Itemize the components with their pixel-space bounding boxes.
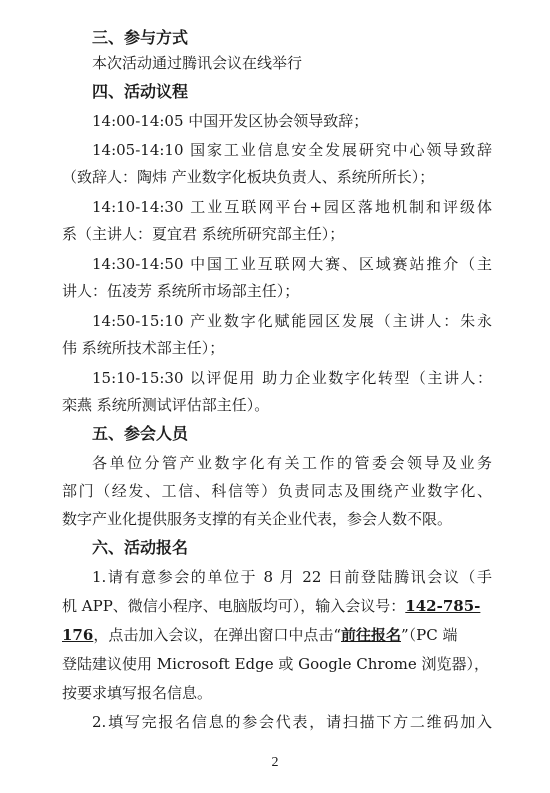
section6-heading: 六、活动报名 <box>92 538 189 557</box>
page-number: 2 <box>271 755 279 770</box>
agenda-item-2: 14:05-14:10 国家工业信息安全发展研究中心领导致辞 <box>92 141 492 159</box>
register-button-label[interactable]: 前往报名 <box>340 626 401 644</box>
section5-line-1: 各单位分管产业数字化有关工作的管委会领导及业务 <box>92 454 492 472</box>
section3-heading: 三、参与方式 <box>92 28 189 47</box>
section5-heading: 五、参会人员 <box>92 424 189 443</box>
agenda-item-4: 14:30-14:50 中国工业互联网大赛、区域赛站推介（主 <box>92 255 492 273</box>
section5-line-3: 数字产业化提供服务支撑的有关企业代表，参会人数不限。 <box>62 510 453 528</box>
signup-line-3 <box>62 625 492 645</box>
signup-line-3-suffix: ”（PC 端 <box>401 626 458 644</box>
section4-heading: 四、活动议程 <box>92 82 189 101</box>
agenda-item-3: 14:10-14:30 工业互联网平台+园区落地机制和评级体 <box>92 198 492 216</box>
meeting-id-link[interactable]: 142-785- <box>405 597 481 615</box>
agenda-item-4-cont: 讲人：伍凌芳 系统所市场部主任）； <box>62 282 300 300</box>
signup-line-1: 1.请有意参会的单位于 8 月 22 日前登陆腾讯会议（手 <box>92 568 492 586</box>
agenda-item-5: 14:50-15:10 产业数字化赋能园区发展（主讲人：朱永 <box>92 312 492 330</box>
signup-line-4: 登陆建议使用 Microsoft Edge 或 Google Chrome 浏览器）， <box>62 655 489 673</box>
meeting-id-link-cont[interactable]: 176 <box>62 626 94 644</box>
agenda-item-6: 15:10-15:30 以评促用 助力企业数字化转型（主讲人： <box>92 369 492 387</box>
agenda-item-1: 14:00-14:05 中国开发区协会领导致辞； <box>92 112 369 130</box>
section5-line-2: 部门（经发、工信、科信等）负责同志及围绕产业数字化、 <box>62 482 492 500</box>
signup-line-5: 按要求填写报名信息。 <box>62 684 213 702</box>
signup-line-2-text: 机 APP、微信小程序、电脑版均可），输入会议号： <box>62 597 406 615</box>
agenda-item-5-cont: 伟 系统所技术部主任）； <box>62 339 225 357</box>
section3-text: 本次活动通过腾讯会议在线举行 <box>92 54 303 72</box>
signup-para-2: 2.填写完报名信息的参会代表，请扫描下方二维码加入 <box>92 713 492 731</box>
agenda-item-6-cont: 栾燕 系统所测试评估部主任）。 <box>62 396 270 414</box>
agenda-item-3-cont: 系（主讲人：夏宜君 系统所研究部主任）； <box>62 225 345 243</box>
signup-line-2 <box>62 596 492 616</box>
agenda-item-2-cont: （致辞人：陶炜 产业数字化板块负责人、系统所所长）； <box>62 168 435 186</box>
signup-line-3-text: ，点击加入会议，在弹出窗口中点击“ <box>93 626 341 644</box>
